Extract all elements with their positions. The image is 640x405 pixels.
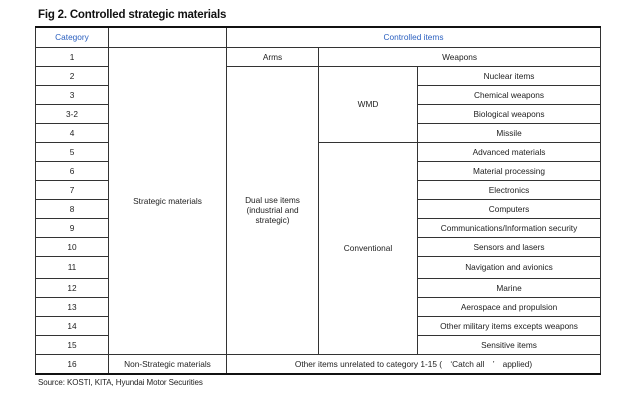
item-cell: Biological weapons	[418, 104, 601, 123]
category-cell: 9	[36, 218, 109, 237]
category-cell: 14	[36, 316, 109, 335]
item-cell: Marine	[418, 278, 601, 297]
item-cell: Chemical weapons	[418, 85, 601, 104]
item-cell: Aerospace and propulsion	[418, 297, 601, 316]
category-cell: 13	[36, 297, 109, 316]
group-strategic-materials: Strategic materials	[109, 47, 227, 354]
group-conventional: Conventional	[319, 142, 418, 354]
controlled-materials-table	[35, 26, 601, 375]
item-cell: Other military items excepts weapons	[418, 316, 601, 335]
header-blank	[109, 27, 227, 47]
subheader-weapons: Weapons	[319, 47, 601, 66]
category-cell: 15	[36, 335, 109, 354]
item-cell: Communications/Information security	[418, 218, 601, 237]
group-dual-use-items: Dual use items (industrial and strategic)	[227, 66, 319, 354]
other-items-note: Other items unrelated to category 1-15 ( ‘Catch all ’ applied)	[227, 354, 601, 374]
category-cell: 10	[36, 237, 109, 256]
table-row	[36, 47, 601, 66]
category-cell: 1	[36, 47, 109, 66]
subheader-arms: Arms	[227, 47, 319, 66]
item-cell: Sensitive items	[418, 335, 601, 354]
source-note: Source: KOSTI, KITA, Hyundai Motor Securities	[38, 378, 203, 387]
category-cell: 8	[36, 199, 109, 218]
group-non-strategic-materials: Non-Strategic materials	[109, 354, 227, 374]
item-cell: Sensors and lasers	[418, 237, 601, 256]
item-cell: Missile	[418, 123, 601, 142]
category-cell: 2	[36, 66, 109, 85]
category-cell: 11	[36, 256, 109, 278]
category-cell: 3-2	[36, 104, 109, 123]
item-cell: Electronics	[418, 180, 601, 199]
category-cell: 3	[36, 85, 109, 104]
header-controlled-items: Controlled items	[227, 27, 601, 47]
item-cell: Computers	[418, 199, 601, 218]
item-cell: Nuclear items	[418, 66, 601, 85]
category-cell: 7	[36, 180, 109, 199]
item-cell: Advanced materials	[418, 142, 601, 161]
header-category: Category	[36, 27, 109, 47]
table-row	[36, 354, 601, 374]
category-cell: 4	[36, 123, 109, 142]
category-cell: 16	[36, 354, 109, 374]
category-cell: 12	[36, 278, 109, 297]
group-wmd: WMD	[319, 66, 418, 142]
category-cell: 6	[36, 161, 109, 180]
item-cell: Navigation and avionics	[418, 256, 601, 278]
table-header-row	[36, 27, 601, 47]
item-cell: Material processing	[418, 161, 601, 180]
figure-title: Fig 2. Controlled strategic materials	[38, 9, 227, 21]
category-cell: 5	[36, 142, 109, 161]
